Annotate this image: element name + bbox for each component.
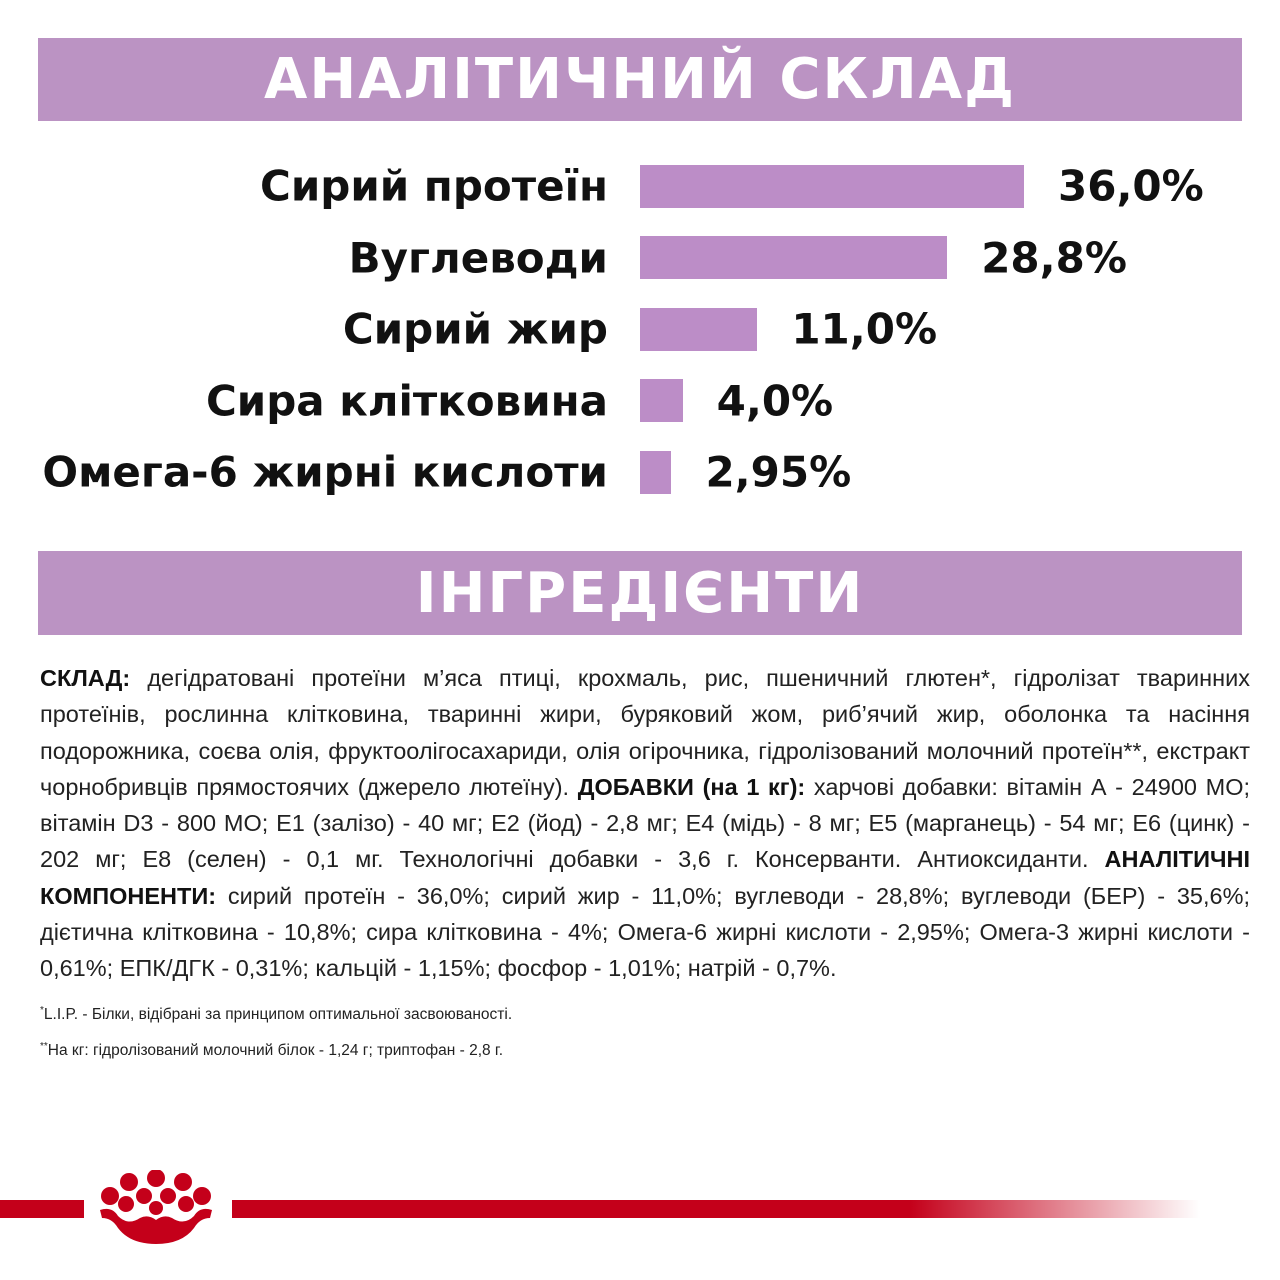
- analytic-components-text: сирий протеїн - 36,0%; сирий жир - 11,0%; вуглеводи - 28,8%; вуглеводи (БЕР) - 35,6%; дієтична клітковина - 10,8%; сира клітковина - 4%; Омега-6 жирні кислоти - 2,95%; Омега-3 жирні кислоти - 0,61%; ЕПК/ДГК - 0,31%; кальцій - 1,15%; фосфор - 1,01%; натрій - 0,7%.: [40, 882, 1250, 982]
- composition-label: СКЛАД:: [40, 665, 131, 691]
- bar-label-0: Сирий протеїн: [260, 161, 608, 211]
- analytic-components-label: АНАЛІТИЧНІ КОМПОНЕНТИ:: [40, 846, 1250, 909]
- bar-label-1: Вуглеводи: [348, 233, 608, 282]
- bar-label-2: Сирий жир: [342, 304, 608, 354]
- bar-value-4: 2,95%: [705, 447, 852, 497]
- bar-0: [640, 165, 1024, 208]
- footnote-1-text: L.I.P. - Білки, відібрані за принципом оптимальної засвоюваності.: [43, 1006, 513, 1024]
- bar-4: [640, 451, 671, 494]
- footnote-2: [40, 1041, 503, 1060]
- additives-text: харчові добавки: вітамін А - 24900 МО; вітамін D3 - 800 МО; E1 (залізо) - 40 мг; E2 (йод) - 2,8 мг; E4 (мідь) - 8 мг; E5 (марганець) - 54 мг; E6 (цинк) - 202 мг; E8 (селен) - 0,1 мг. Технологічні добавки - 3,6 г. Консерванти. Антиоксиданти.: [40, 773, 1251, 873]
- footnote-1: [40, 1005, 512, 1024]
- composition-text: дегідратовані протеїни м’яса птиці, крохмаль, рис, пшеничний глютен*, гідролізат тваринних протеїнів, рослинна клітковина, тваринні жири, буряковий жом, риб’ячий жир, оболонка та насіння подорожника, соєва олія, фруктоолігосахариди, олія огірочника, гідролізований молочний протеїн**, екстракт чорнобривців прямостоячих (джерело лютеїну).: [40, 665, 1250, 800]
- analytic-composition-header: АНАЛІТИЧНИЙ СКЛАД: [38, 38, 1242, 121]
- footnote-1-mark: *: [40, 1005, 44, 1016]
- footnote-2-text: На кг: гідролізований молочний білок - 1,24 г; триптофан - 2,8 г.: [47, 1042, 504, 1060]
- bar-label-4: Омега-6 жирні кислоти: [42, 447, 608, 497]
- brand-line-right: [232, 1200, 1200, 1218]
- footnote-2-mark: **: [40, 1041, 48, 1052]
- bar-1: [640, 236, 947, 279]
- bar-value-1: 28,8%: [981, 233, 1127, 282]
- brand-line-left: [0, 1200, 84, 1218]
- bar-value-0: 36,0%: [1058, 161, 1204, 211]
- additives-label: ДОБАВКИ (на 1 кг):: [577, 773, 806, 800]
- ingredients-header: ІНГРЕДІЄНТИ: [38, 551, 1242, 635]
- crown-icon: [88, 1170, 224, 1252]
- ingredients-text-block: [40, 660, 1250, 987]
- bar-value-3: 4,0%: [716, 376, 834, 425]
- bar-2: [640, 308, 757, 351]
- bar-value-2: 11,0%: [791, 304, 938, 354]
- analytic-bar-chart: [0, 140, 1280, 520]
- bar-label-3: Сира клітковина: [205, 376, 608, 425]
- bar-3: [640, 379, 683, 422]
